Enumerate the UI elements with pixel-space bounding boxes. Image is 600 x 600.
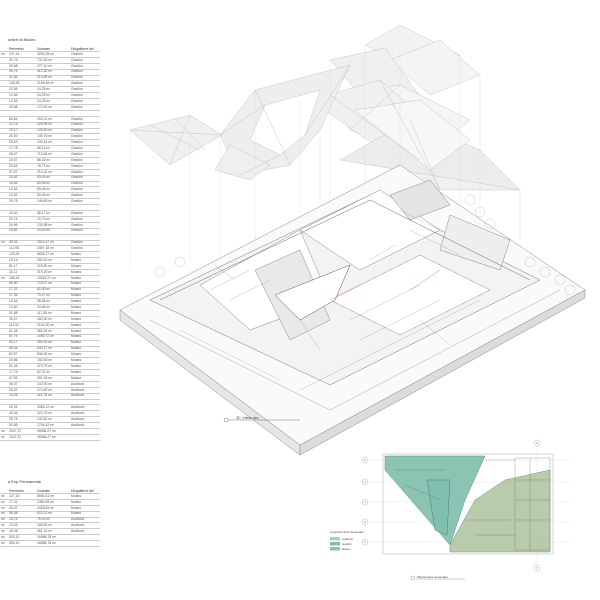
table-cell: Museo xyxy=(70,346,100,352)
table-cell: m² xyxy=(0,275,8,281)
table-cell: Gestión xyxy=(70,187,100,193)
table-cell: 225,98 m³ xyxy=(36,122,70,128)
table-cell: Gestión xyxy=(70,93,100,99)
table-cell: 43,42 m³ xyxy=(36,228,70,234)
table-cell: 523,12 m³ xyxy=(36,511,70,517)
table-cell: Gestión xyxy=(70,216,100,222)
table-cell: 17,31 xyxy=(8,499,36,505)
table-cell: 39,73 xyxy=(8,69,36,75)
table-cell: 63,64 xyxy=(8,116,36,122)
table-cell: Gestión xyxy=(70,122,100,128)
column-header: Dirigaliterre del xyxy=(70,484,100,494)
table-cell: 223,81 m³ xyxy=(36,264,70,270)
table-cell: Museo xyxy=(70,370,100,376)
table-cell: 10,62 xyxy=(8,175,36,181)
table-cell: Gestión xyxy=(70,105,100,111)
table-cell: Auditorio xyxy=(70,517,100,523)
table-cell: Museo xyxy=(70,505,100,511)
table-cell: 24,28 xyxy=(8,393,36,399)
table-cell: Gestión xyxy=(70,152,100,158)
table-cell: Museo xyxy=(70,364,100,370)
table-cell: 17,78 xyxy=(8,146,36,152)
table-cell: 29,17 xyxy=(8,128,36,134)
table-cell: 16558,78 m³ xyxy=(36,535,70,541)
table-cell: 37,57 xyxy=(8,169,36,175)
table-cell: 49,07 xyxy=(8,152,36,158)
table-cell: Gestión xyxy=(70,199,100,205)
table-cell: Gestión xyxy=(70,75,100,81)
table-cell: 144,52 m³ xyxy=(36,417,70,423)
table-cell: Museo xyxy=(70,299,100,305)
table-cell: Gestión xyxy=(70,69,100,75)
table-cell: 34,56 m³ xyxy=(36,305,70,311)
table-cell: Auditorio xyxy=(70,381,100,387)
axon-label: 3D_Vistas axo xyxy=(236,416,259,420)
table-cell: Gestión xyxy=(70,246,100,252)
table-cell: Gestión xyxy=(70,175,100,181)
table-cell: 412,30 m³ xyxy=(36,69,70,75)
table-cell: 146,60 m³ xyxy=(36,199,70,205)
table-cell: 92,68 xyxy=(8,423,36,429)
table-cell: Gestión xyxy=(70,52,100,58)
table-cell: Auditorio xyxy=(70,387,100,393)
table-cell: 42,11 xyxy=(8,269,36,275)
table-cell: 31,73 xyxy=(8,57,36,63)
table-cell: 130,98 m³ xyxy=(36,222,70,228)
table-cell: m² xyxy=(0,429,8,435)
table-cell: 16558,78 m³ xyxy=(36,541,70,547)
table-cell: 12,65 xyxy=(8,99,36,105)
table-cell: 20,66 xyxy=(8,358,36,364)
table-cell: 15,82 xyxy=(8,228,36,234)
table-cell: Museo xyxy=(70,311,100,317)
table-cell: 24,29 m³ xyxy=(36,99,70,105)
table-cell: Museo xyxy=(70,499,100,505)
table-cell: 47,06 xyxy=(8,375,36,381)
column-header: Perímetro xyxy=(8,42,36,52)
table-cell: Museo xyxy=(70,328,100,334)
table-cell: 6826,27 m³ xyxy=(36,252,70,258)
table-cell: 24,29 m³ xyxy=(36,87,70,93)
table-cell: 4328,83 m³ xyxy=(36,505,70,511)
table-cell: 40,04 xyxy=(8,411,36,417)
table-cell: 8591,61 m³ xyxy=(36,494,70,500)
table-cell: 81,17 xyxy=(8,264,36,270)
table-cell: 10,54 xyxy=(8,181,36,187)
table-cell: Gestión xyxy=(70,63,100,69)
table-cell: 713,84 m³ xyxy=(36,152,70,158)
table-cell: 78,73 m³ xyxy=(36,163,70,169)
table-cell: m² xyxy=(0,505,8,511)
table-cell: 68,14 m³ xyxy=(36,146,70,152)
table-cell: 180,20 m³ xyxy=(36,258,70,264)
table-cell: 25,75 xyxy=(8,417,36,423)
table-cell: Gestión xyxy=(70,128,100,134)
table-cell: m² xyxy=(0,52,8,58)
table-cell: 67,76 xyxy=(8,334,36,340)
table-cell: 20,14 xyxy=(8,258,36,264)
table-cell: 58,58 m³ xyxy=(36,299,70,305)
table-cell: 111,95 xyxy=(8,246,36,252)
table-cell: Museo xyxy=(70,511,100,517)
table-cell: 20,02 xyxy=(8,387,36,393)
table-cell: 219,20 m³ xyxy=(36,269,70,275)
table-cell: 69,49 m³ xyxy=(36,187,70,193)
table-cell: 21,68 xyxy=(8,311,36,317)
table-cell: 12,60 xyxy=(8,305,36,311)
table-cell: Museo xyxy=(70,252,100,258)
table-cell: Museo xyxy=(70,340,100,346)
table-cell: 32,14 xyxy=(8,122,36,128)
column-header: Volumen xyxy=(36,484,70,494)
table-cell: Museo xyxy=(70,358,100,364)
table-cell: 174,60 m³ xyxy=(36,387,70,393)
table-cell: m² xyxy=(0,494,8,500)
table-cell: 49066,27 m³ xyxy=(36,434,70,440)
legend-title: Leyenda Usos Generales xyxy=(330,530,364,534)
table-cell: 210,42 m³ xyxy=(36,169,70,175)
table-cell: 1059,72 m³ xyxy=(36,334,70,340)
table-cell: 17,79 xyxy=(8,370,36,376)
roof-exploded-panels xyxy=(130,25,520,190)
table-cell: 213,89 m³ xyxy=(36,75,70,81)
table-cell: Auditorio xyxy=(70,423,100,429)
grid-label: 6 xyxy=(364,540,366,544)
table-cell: 86,02 m³ xyxy=(36,158,70,164)
table-cell: Museo xyxy=(70,334,100,340)
table-cell: 149,75 m³ xyxy=(36,134,70,140)
table-cell: Gestión xyxy=(70,146,100,152)
table-cell: Gestión xyxy=(70,158,100,164)
table-cell: 2169,45 m³ xyxy=(36,81,70,87)
table-cell: Gestión xyxy=(70,163,100,169)
table-cell: 17,05 xyxy=(8,293,36,299)
table-cell: Gestión xyxy=(70,140,100,146)
table-cell: Gestión xyxy=(70,240,100,246)
table-cell: 29,78 xyxy=(8,199,36,205)
column-header: Volumen xyxy=(36,42,70,52)
table-cell: 62,37 m³ xyxy=(36,370,70,376)
table-cell: 533,10 xyxy=(8,541,36,547)
schedule-title: onfort al Museo xyxy=(8,37,36,42)
table-cell: 25,63 xyxy=(8,140,36,146)
table-cell: 69,49 m³ xyxy=(36,193,70,199)
table-cell: Museo xyxy=(70,494,100,500)
table-cell: m² xyxy=(0,517,8,523)
legend-item: Auditorio xyxy=(342,537,354,541)
table-cell: Museo xyxy=(70,375,100,381)
table-cell: 53,49 m³ xyxy=(36,175,70,181)
grid-label: 7 xyxy=(536,566,538,570)
table-cell: 168,24 xyxy=(8,275,36,281)
plan-title: Planta Usos Generales xyxy=(417,575,448,579)
table-cell: 15,40 xyxy=(8,211,36,217)
table-cell: 1360,69 m³ xyxy=(36,499,70,505)
table-cell: 49,68 xyxy=(8,63,36,69)
table-cell: 24,29 m³ xyxy=(36,93,70,99)
table-cell: Auditorio xyxy=(70,417,100,423)
table-cell: 424,73 m³ xyxy=(36,411,70,417)
table-cell: 461,15 m³ xyxy=(36,529,70,535)
table-cell: 12,65 xyxy=(8,87,36,93)
table-cell: 23,05 xyxy=(8,523,36,529)
table-cell: 380,34 m³ xyxy=(36,328,70,334)
table-cell: Museo xyxy=(70,287,100,293)
table-cell: 24,96 xyxy=(8,222,36,228)
table-cell: 15,57 xyxy=(8,158,36,164)
table-cell: 172,40 m³ xyxy=(36,105,70,111)
table-cell: m² xyxy=(0,535,8,541)
table-cell: Museo xyxy=(70,322,100,328)
table-cell: 20,73 m³ xyxy=(36,216,70,222)
table-cell: Gestión xyxy=(70,193,100,199)
table-cell: 3292,05 m³ xyxy=(36,52,70,58)
grid-label: 4 xyxy=(364,500,366,504)
table-cell: Gestión xyxy=(70,222,100,228)
table-cell: m² xyxy=(0,499,8,505)
column-header: Dirigaliterre del xyxy=(70,42,100,52)
table-cell: Gestión xyxy=(70,169,100,175)
table-cell: 12616,21 m³ xyxy=(36,275,70,281)
table-cell: 277,10 m³ xyxy=(36,63,70,69)
grid-label: 1 xyxy=(536,441,538,445)
table-cell: 20,50 xyxy=(8,134,36,140)
table-cell: 143,90 m³ xyxy=(36,381,70,387)
table-cell: Museo xyxy=(70,352,100,358)
column-header: Perímetro xyxy=(8,484,36,494)
table-cell: 40,37 xyxy=(8,505,36,511)
table-cell: 15,54 xyxy=(8,299,36,305)
table-cell: 59,44 xyxy=(8,346,36,352)
table-cell: 10,62 xyxy=(8,187,36,193)
table-cell: 473,79 m³ xyxy=(36,364,70,370)
table-cell: 2101,00 m³ xyxy=(36,322,70,328)
table-cell: 17,22 xyxy=(8,287,36,293)
table-cell: 2467,15 m³ xyxy=(36,246,70,252)
table-cell: Museo xyxy=(70,281,100,287)
table-cell: 75,40 m³ xyxy=(36,517,70,523)
table-cell: 42,17 xyxy=(8,340,36,346)
table-cell: Museo xyxy=(70,293,100,299)
floor-plan xyxy=(330,440,575,590)
grid-label: 2 xyxy=(364,458,366,462)
table-cell: 21,64 xyxy=(8,75,36,81)
table-cell: 2047,37 xyxy=(8,434,36,440)
table-cell: Auditorio xyxy=(70,523,100,529)
table-cell: Gestión xyxy=(70,99,100,105)
table-cell: 3455,12 m³ xyxy=(36,405,70,411)
legend-item: Museo xyxy=(342,547,351,551)
table-cell: 45,08 xyxy=(8,529,36,535)
table-cell: 636,30 m³ xyxy=(36,352,70,358)
table-cell: 10,62 xyxy=(8,193,36,199)
table-cell: Gestión xyxy=(70,211,100,217)
table-cell: Gestión xyxy=(70,81,100,87)
table-cell: 58,08 xyxy=(8,511,36,517)
legend-item: Gestión xyxy=(342,542,352,546)
table-cell: 1704,42 m³ xyxy=(36,423,70,429)
table-cell: 49,04 xyxy=(8,240,36,246)
table-cell: 125,50 m³ xyxy=(36,128,70,134)
table-cell: 540,17 m³ xyxy=(36,346,70,352)
table-cell: Gestión xyxy=(70,181,100,187)
table-cell: 112,51 xyxy=(8,322,36,328)
table-cell: 155,50 m³ xyxy=(36,523,70,529)
table-cell: 723,07 m³ xyxy=(36,281,70,287)
table-cell: Museo xyxy=(70,269,100,275)
table-cell: Museo xyxy=(70,258,100,264)
table-cell: Gestión xyxy=(70,57,100,63)
table-cell: 117,85 m³ xyxy=(36,311,70,317)
table-cell: Gestión xyxy=(70,116,100,122)
table-cell: 96,80 xyxy=(8,281,36,287)
table-cell: 62,40 m³ xyxy=(36,287,70,293)
table-cell: 30,27 xyxy=(8,317,36,323)
grid-label: 5 xyxy=(364,520,366,524)
table-cell: Auditorio xyxy=(70,411,100,417)
table-cell: 62,57 xyxy=(8,352,36,358)
table-cell: Auditorio xyxy=(70,405,100,411)
grid-label: 3 xyxy=(364,480,366,484)
table-cell: 114,70 m³ xyxy=(36,393,70,399)
table-cell: m² xyxy=(0,240,8,246)
table-cell: 2047,37 xyxy=(8,429,36,435)
table-cell: Auditorio xyxy=(70,393,100,399)
table-cell: m² xyxy=(0,523,8,529)
table-cell: m² xyxy=(0,511,8,517)
table-cell: 51,46 xyxy=(8,364,36,370)
table-cell: 12,65 xyxy=(8,93,36,99)
table-cell: Auditorio xyxy=(70,529,100,535)
table-cell: 49,88 xyxy=(8,105,36,111)
schedule-title: a Exp Permanente xyxy=(8,479,42,484)
table-cell: 391,09 m³ xyxy=(36,375,70,381)
table-cell: 107,41 xyxy=(8,52,36,58)
table-cell: Gestión xyxy=(70,228,100,234)
table-cell: 46,07 xyxy=(8,381,36,387)
table-cell: 136,95 xyxy=(8,81,36,87)
table-cell: 68,17 m³ xyxy=(36,211,70,217)
building-base xyxy=(120,165,585,455)
table-cell: 20,64 xyxy=(8,163,36,169)
table-cell: 1514,47 m³ xyxy=(36,240,70,246)
table-cell: 533,10 xyxy=(8,535,36,541)
table-cell: 60,31 xyxy=(8,405,36,411)
table-cell: 134,44 m³ xyxy=(36,140,70,146)
table-cell: Museo xyxy=(70,275,100,281)
table-cell: 150,30 m³ xyxy=(36,317,70,323)
table-cell: Museo xyxy=(70,317,100,323)
table-cell: 15,78 xyxy=(8,517,36,523)
table-cell: 41,28 xyxy=(8,328,36,334)
table-cell: 73,27 m³ xyxy=(36,293,70,299)
table-cell: Museo xyxy=(70,305,100,311)
table-cell: 290,01 m³ xyxy=(36,116,70,122)
table-cell: 20,74 xyxy=(8,216,36,222)
table-cell: Gestión xyxy=(70,134,100,140)
table-cell: 49066,27 m³ xyxy=(36,429,70,435)
table-cell: 126,93 xyxy=(8,252,36,258)
table-cell: Museo xyxy=(70,264,100,270)
table-cell: 63,06 m³ xyxy=(36,181,70,187)
table-cell: m² xyxy=(0,529,8,535)
table-cell: m² xyxy=(0,541,8,547)
table-cell: m² xyxy=(0,434,8,440)
table-cell: 182,53 m³ xyxy=(36,358,70,364)
table-cell: 127,18 xyxy=(8,494,36,500)
table-cell: 737,45 m³ xyxy=(36,57,70,63)
table-cell: 264,30 m³ xyxy=(36,340,70,346)
table-cell: Gestión xyxy=(70,87,100,93)
